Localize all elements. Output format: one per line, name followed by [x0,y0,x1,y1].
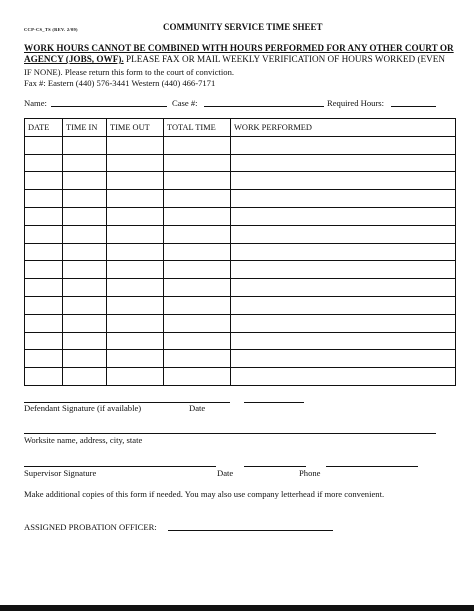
notice-rest-line2: PLEASE FAX OR MAIL WEEKLY VERIFICATION OF HOURS WORKED (EVEN [123,54,446,64]
fax-numbers: Fax #: Eastern (440) 576-3441 Western (440) 466-7171 [24,78,216,88]
table-cell[interactable] [107,261,164,279]
table-cell[interactable] [63,261,107,279]
supervisor-date-line[interactable] [244,466,306,467]
col-date: DATE [25,119,63,137]
table-cell[interactable] [25,243,63,261]
table-cell[interactable] [25,225,63,243]
table-cell[interactable] [25,314,63,332]
notice-bold-line2: AGENCY (JOBS, OWF). [24,54,124,64]
notice-bold-line1: WORK HOURS CANNOT BE COMBINED WITH HOURS PERFORMED FOR ANY OTHER COURT OR [24,43,454,53]
table-cell[interactable] [63,314,107,332]
table-cell[interactable] [63,207,107,225]
table-cell[interactable] [164,261,231,279]
table-cell[interactable] [107,350,164,368]
table-cell[interactable] [164,368,231,386]
copies-note: Make additional copies of this form if needed. You may also use company letterhead if more convenient. [24,489,385,499]
required-hours-label: Required Hours: [327,98,385,108]
table-cell[interactable] [231,279,456,297]
table-cell[interactable] [63,154,107,172]
table-cell[interactable] [231,332,456,350]
table-cell[interactable] [107,172,164,190]
table-cell[interactable] [231,225,456,243]
table-cell[interactable] [63,243,107,261]
table-row [25,207,456,225]
probation-officer-label: ASSIGNED PROBATION OFFICER: [24,522,157,532]
table-row [25,225,456,243]
table-cell[interactable] [231,314,456,332]
table-cell[interactable] [164,350,231,368]
supervisor-date-label: Date [217,468,234,478]
table-row [25,296,456,314]
table-cell[interactable] [107,154,164,172]
notice-line3: IF NONE). Please return this form to the court of conviction. [24,67,235,77]
table-row [25,136,456,154]
table-cell[interactable] [107,136,164,154]
table-cell[interactable] [63,225,107,243]
table-cell[interactable] [164,243,231,261]
case-label: Case #: [172,98,198,108]
table-cell[interactable] [25,350,63,368]
table-cell[interactable] [107,296,164,314]
table-row [25,332,456,350]
case-field[interactable] [204,106,324,107]
name-label: Name: [24,98,47,108]
table-cell[interactable] [164,190,231,208]
table-cell[interactable] [25,136,63,154]
table-cell[interactable] [25,368,63,386]
table-cell[interactable] [231,190,456,208]
table-cell[interactable] [231,136,456,154]
table-cell[interactable] [164,207,231,225]
table-cell[interactable] [63,279,107,297]
table-row [25,243,456,261]
table-cell[interactable] [107,243,164,261]
table-cell[interactable] [231,296,456,314]
table-row [25,190,456,208]
table-row [25,154,456,172]
table-cell[interactable] [25,190,63,208]
supervisor-phone-line[interactable] [326,466,418,467]
defendant-date-label: Date [189,403,206,413]
table-row [25,279,456,297]
table-cell[interactable] [231,350,456,368]
table-cell[interactable] [63,172,107,190]
table-row [25,368,456,386]
supervisor-signature-label: Supervisor Signature [24,468,97,478]
table-cell[interactable] [164,225,231,243]
notice-block [24,43,454,65]
table-cell[interactable] [25,296,63,314]
table-cell[interactable] [164,154,231,172]
table-cell[interactable] [107,225,164,243]
table-cell[interactable] [164,314,231,332]
table-cell[interactable] [25,261,63,279]
supervisor-phone-label: Phone [299,468,321,478]
table-cell[interactable] [231,261,456,279]
table-cell[interactable] [164,332,231,350]
table-cell[interactable] [107,207,164,225]
table-cell[interactable] [231,154,456,172]
name-field[interactable] [51,106,167,107]
table-cell[interactable] [63,190,107,208]
table-cell[interactable] [63,368,107,386]
table-cell[interactable] [231,243,456,261]
table-cell[interactable] [25,207,63,225]
table-cell[interactable] [107,368,164,386]
table-cell[interactable] [164,279,231,297]
worksite-line[interactable] [24,433,436,434]
table-cell[interactable] [164,172,231,190]
page-bottom-edge [0,605,474,611]
worksite-label: Worksite name, address, city, state [24,435,143,445]
table-cell[interactable] [25,172,63,190]
table-row [25,350,456,368]
table-cell[interactable] [63,350,107,368]
table-row [25,172,456,190]
col-time-out: TIME OUT [107,119,164,137]
probation-officer-field[interactable] [168,530,333,531]
time-log-table [24,118,456,386]
table-cell[interactable] [107,190,164,208]
table-cell[interactable] [63,296,107,314]
table-cell[interactable] [231,368,456,386]
col-total-time: TOTAL TIME [164,119,231,137]
col-time-in: TIME IN [63,119,107,137]
table-cell[interactable] [231,172,456,190]
table-cell[interactable] [164,296,231,314]
table-row [25,314,456,332]
table-row [25,261,456,279]
table-cell[interactable] [107,279,164,297]
table-cell[interactable] [25,279,63,297]
table-cell[interactable] [63,136,107,154]
table-cell[interactable] [107,332,164,350]
table-header-row [25,119,456,137]
required-hours-field[interactable] [391,106,436,107]
table-cell[interactable] [164,136,231,154]
table-cell[interactable] [107,314,164,332]
defendant-date-line[interactable] [244,402,304,403]
table-cell[interactable] [231,207,456,225]
col-work-performed: WORK PERFORMED [231,119,456,137]
table-cell[interactable] [63,332,107,350]
table-cell[interactable] [25,332,63,350]
form-code: CCP-CS_TS (REV. 2/09) [24,27,78,32]
table-cell[interactable] [25,154,63,172]
page-title: COMMUNITY SERVICE TIME SHEET [163,22,323,32]
defendant-signature-label: Defendant Signature (if available) [24,403,142,413]
supervisor-signature-line[interactable] [24,466,216,467]
